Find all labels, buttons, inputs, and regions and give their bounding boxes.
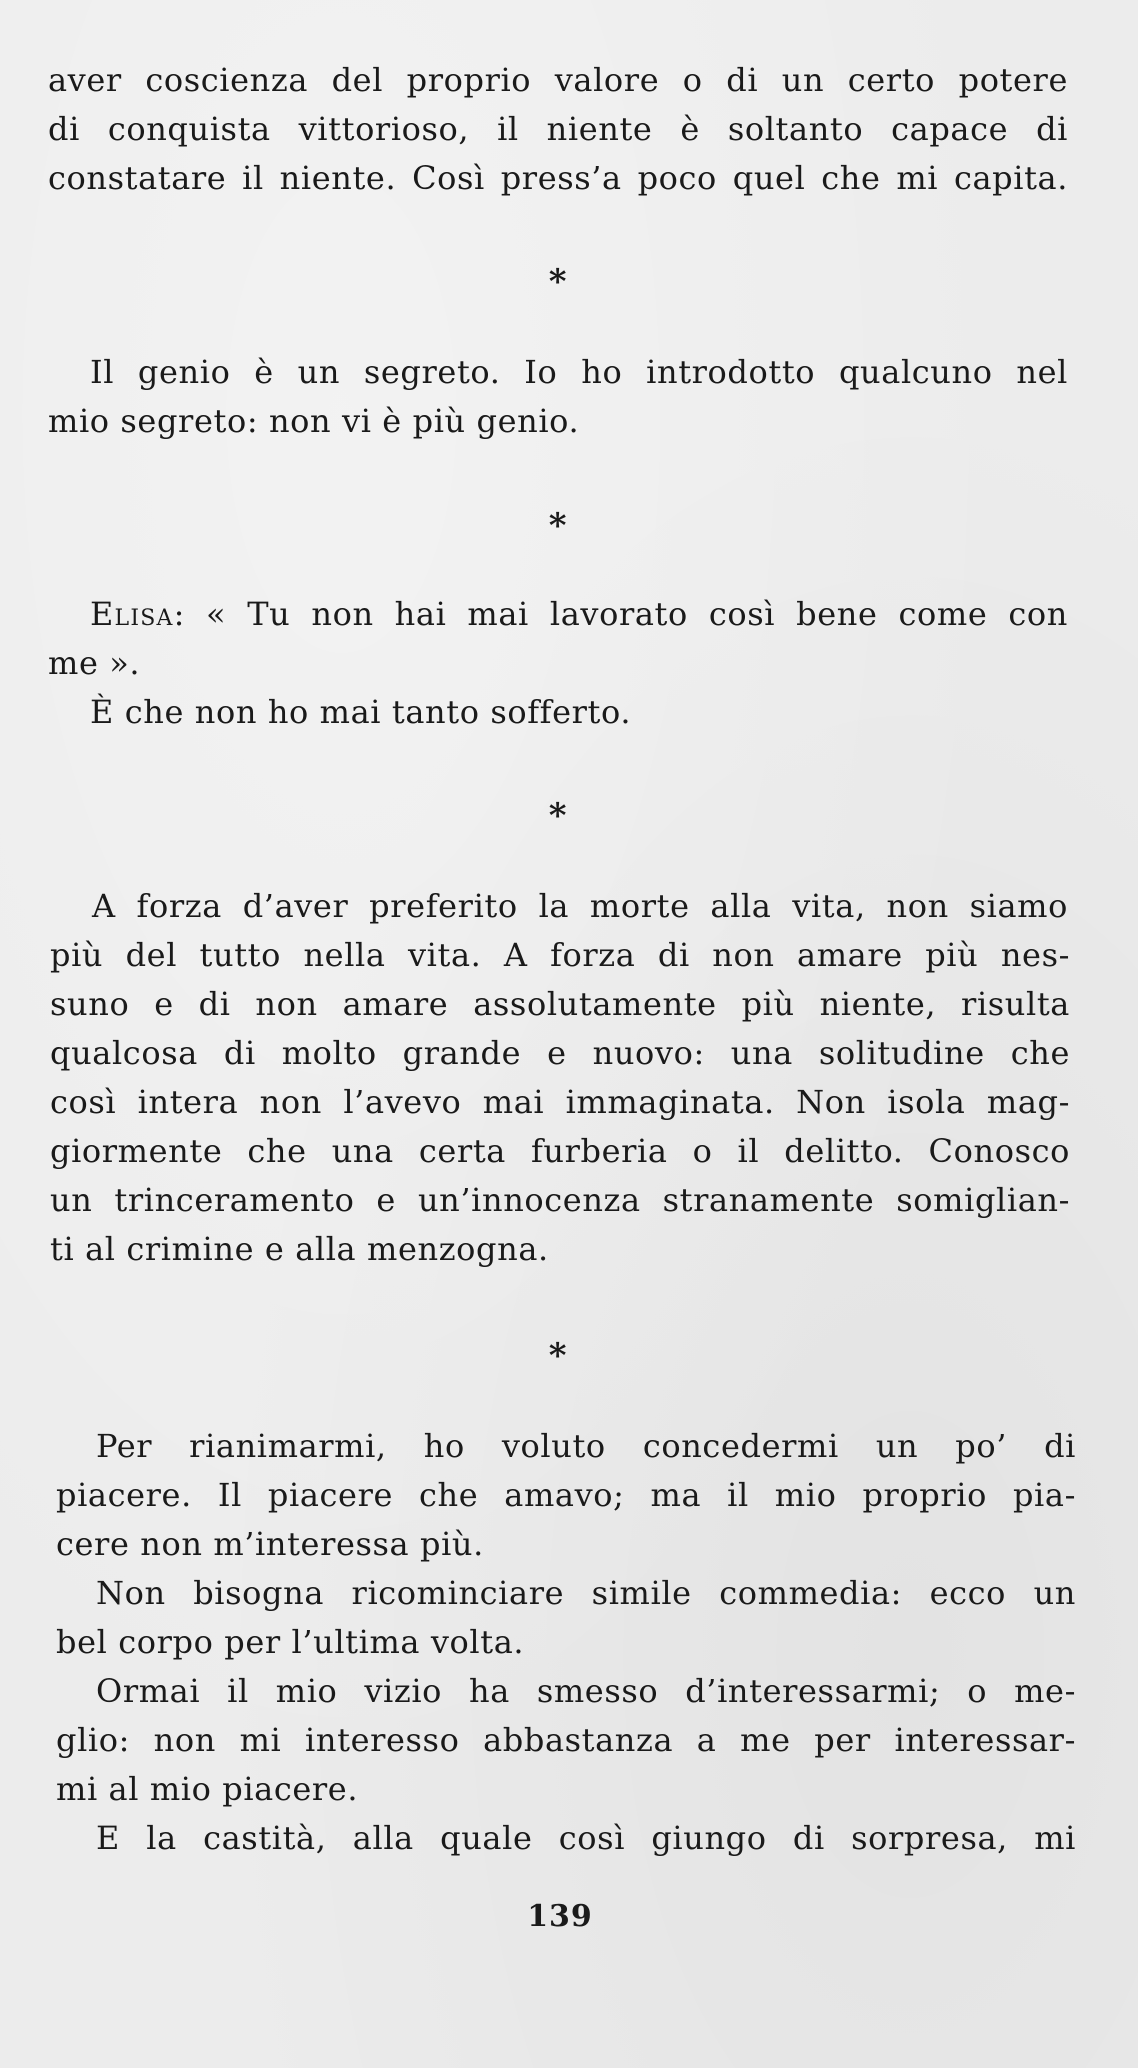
text-line: Per rianimarmi, ho voluto concedermi un po’ di (96, 1427, 1076, 1465)
text-line: cere non m’interessa più. (56, 1525, 484, 1563)
text-line: Non bisogna ricominciare simile commedia: ecco un (96, 1574, 1076, 1612)
text-line: aver coscienza del proprio valore o di un certo potere (48, 61, 1068, 99)
text-line: me ». (48, 644, 141, 682)
text-line: piacere. Il piacere che amavo; ma il mio proprio pia- (56, 1476, 1076, 1514)
section-separator: * (548, 1336, 568, 1376)
section-separator: * (548, 506, 568, 546)
dialogue-text: : « Tu non hai mai lavorato così bene come con (173, 595, 1068, 633)
text-line: più del tutto nella vita. A forza di non amare più nes- (50, 936, 1070, 974)
text-line: A forza d’aver preferito la morte alla vita, non siamo (92, 887, 1068, 925)
text-line: un trinceramento e un’innocenza stranamente somiglian- (50, 1181, 1070, 1219)
text-line: mi al mio piacere. (56, 1770, 359, 1808)
text-line: bel corpo per l’ultima volta. (56, 1623, 525, 1661)
section-separator: * (548, 796, 568, 836)
text-line: glio: non mi interesso abbastanza a me per interessar- (56, 1721, 1076, 1759)
section-separator: * (548, 262, 568, 302)
text-line: E la castità, alla quale così giungo di sorpresa, mi (96, 1819, 1076, 1857)
text-line: di conquista vittorioso, il niente è soltanto capace di (48, 110, 1068, 148)
page-number: 139 (527, 1899, 593, 1934)
text-line: constatare il niente. Così press’a poco quel che mi capita. (48, 159, 1068, 197)
text-line: È che non ho mai tanto sofferto. (90, 693, 632, 731)
text-line: qualcosa di molto grande e nuovo: una solitudine che (50, 1034, 1070, 1072)
text-line: ti al crimine e alla menzogna. (50, 1230, 549, 1268)
text-line: Ormai il mio vizio ha smesso d’interessarmi; o me- (96, 1672, 1076, 1710)
text-line: giormente che una certa furberia o il delitto. Conosco (50, 1132, 1070, 1170)
speaker-name: Elisa (90, 595, 174, 633)
text-line: suno e di non amare assolutamente più niente, risulta (50, 985, 1070, 1023)
dialogue-line (90, 590, 1068, 639)
text-line: mio segreto: non vi è più genio. (48, 402, 580, 440)
text-line: Il genio è un segreto. Io ho introdotto qualcuno nel (90, 353, 1068, 391)
text-line: così intera non l’avevo mai immaginata. Non isola mag- (50, 1083, 1070, 1121)
